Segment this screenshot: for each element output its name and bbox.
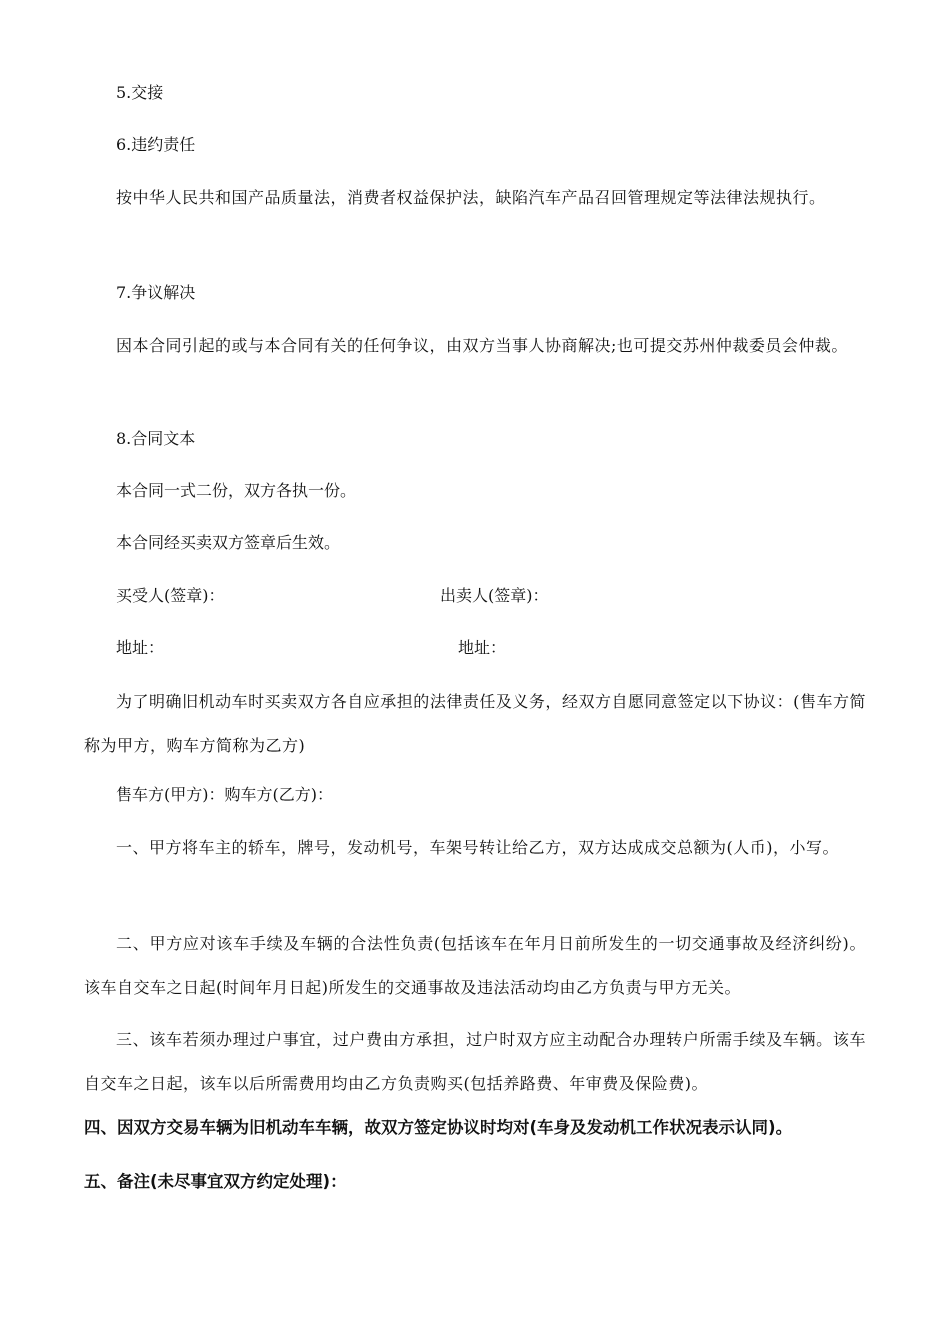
section-8-effective: 本合同经买卖双方签章后生效。: [116, 533, 341, 552]
agreement-parties: 售车方(甲方)：购车方(乙方)：: [116, 785, 333, 804]
buyer-address-label: 地址：: [116, 638, 165, 657]
section-8-title: 8.合同文本: [116, 429, 196, 448]
seller-signature-label: 出卖人(签章)：: [440, 586, 549, 605]
buyer-signature-label: 买受人(签章)：: [116, 586, 225, 605]
seller-address-label: 地址：: [458, 638, 507, 657]
agreement-clause-3: 三、该车若须办理过户事宜，过户费由方承担，过户时双方应主动配合办理转户所需手续及车辆。该车自交车之日起，该车以后所需费用均由乙方负责购买(包括养路费、年审费及保险费)。: [84, 1030, 866, 1093]
agreement-clause-2: 二、甲方应对该车手续及车辆的合法性负责(包括该车在年月日前所发生的一切交通事故及经济纠纷)。该车自交车之日起(时间年月日起)所发生的交通事故及违法活动均由乙方负责与甲方无关。: [84, 934, 866, 997]
agreement-clause-4: 四、因双方交易车辆为旧机动车车辆，故双方签定协议时均对(车身及发动机工作状况表示认同)。: [84, 1118, 793, 1137]
section-5-title: 5.交接: [116, 83, 164, 102]
section-7-title: 7.争议解决: [116, 283, 196, 302]
agreement-intro: 为了明确旧机动车时买卖双方各自应承担的法律责任及义务，经双方自愿同意签定以下协议：(售车方简称为甲方，购车方简称为乙方): [84, 692, 866, 755]
section-6-body: 按中华人民共和国产品质量法，消费者权益保护法，缺陷汽车产品召回管理规定等法律法规执行。: [116, 188, 826, 207]
section-7-body: 因本合同引起的或与本合同有关的任何争议，由双方当事人协商解决;也可提交苏州仲裁委员会仲裁。: [116, 336, 848, 355]
section-6-title: 6.违约责任: [116, 135, 196, 154]
section-8-copies: 本合同一式二份，双方各执一份。: [116, 481, 357, 500]
agreement-clause-5: 五、备注(未尽事宜双方约定处理)：: [84, 1172, 347, 1191]
agreement-clause-1: 一、甲方将车主的轿车，牌号，发动机号，车架号转让给乙方，双方达成成交总额为(人币)，小写。: [116, 838, 839, 857]
